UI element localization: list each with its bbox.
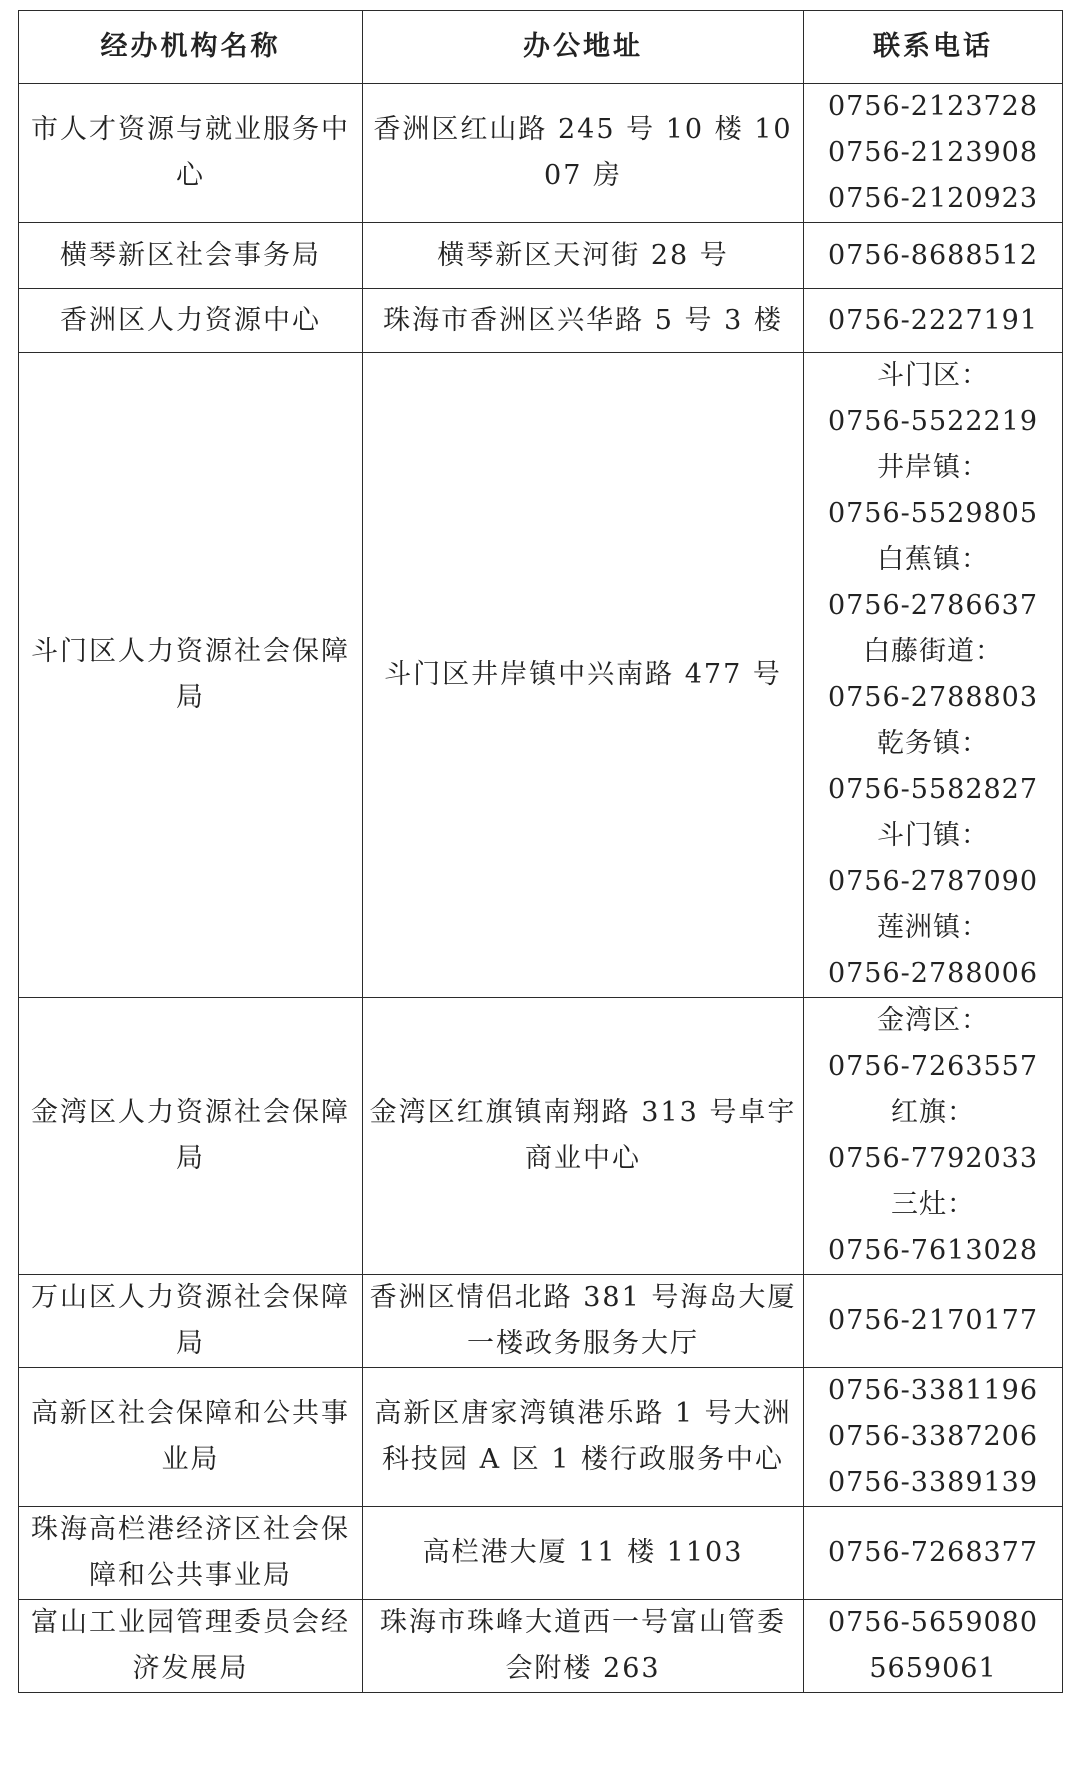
table-row [19, 1275, 1063, 1368]
contact-phone-cell [804, 84, 1063, 223]
office-address: 香洲区情侣北路 381 号海岛大厦一楼政务服务大厅 [369, 1282, 797, 1359]
agency-name-cell [19, 1600, 363, 1693]
contact-phone-cell [804, 353, 1063, 998]
table-row [19, 1507, 1063, 1600]
table-body [19, 84, 1063, 1693]
agency-name-cell [19, 353, 363, 998]
agency-name-cell [19, 1275, 363, 1368]
phone-area-label: 斗门镇： [877, 820, 989, 851]
phone-number: 0756-2788803 [827, 682, 1039, 713]
agency-name-cell [19, 998, 363, 1275]
office-address-cell [363, 353, 804, 998]
agency-name-cell [19, 289, 363, 353]
phone-number: 0756-7792033 [827, 1143, 1039, 1174]
agency-name: 斗门区人力资源社会保障局 [31, 636, 350, 713]
phone-number: 0756-3381196 [827, 1375, 1039, 1406]
office-address: 香洲区红山路 245 号 10 楼 1007 房 [373, 114, 793, 191]
agency-name: 万山区人力资源社会保障局 [31, 1282, 350, 1359]
table-header [19, 11, 1063, 84]
table-row [19, 1600, 1063, 1693]
header-contact-phone: 联系电话 [804, 11, 1063, 84]
phone-number: 0756-5582827 [827, 774, 1039, 805]
office-address: 高新区唐家湾镇港乐路 1 号大洲科技园 A 区 1 楼行政服务中心 [374, 1398, 792, 1475]
phone-area-label: 井岸镇： [877, 452, 989, 483]
agency-name: 横琴新区社会事务局 [60, 239, 321, 271]
phone-area-label: 白藤街道： [863, 636, 1003, 667]
contact-phone-cell [804, 998, 1063, 1275]
phone-number: 0756-5529805 [827, 498, 1039, 529]
contact-phone-cell [804, 1507, 1063, 1600]
phone-number: 0756-3389139 [827, 1467, 1039, 1498]
agency-name: 香洲区人力资源中心 [60, 304, 321, 336]
office-address-cell [363, 1507, 804, 1600]
phone-number: 0756-2787090 [827, 866, 1039, 897]
phone-number: 0756-2123728 [827, 91, 1039, 122]
office-address: 珠海市珠峰大道西一号富山管委会附楼 263 [380, 1607, 786, 1684]
agency-name-cell [19, 84, 363, 223]
agency-name-cell [19, 223, 363, 289]
agency-name: 市人才资源与就业服务中心 [31, 114, 350, 191]
phone-area-label: 金湾区： [877, 1005, 989, 1036]
office-address: 横琴新区天河街 28 号 [437, 239, 729, 271]
phone-number: 0756-7268377 [827, 1537, 1039, 1568]
phone-number: 0756-2170177 [827, 1305, 1039, 1336]
contact-phone-cell [804, 1275, 1063, 1368]
agency-name-cell [19, 1368, 363, 1507]
phone-number: 0756-7263557 [827, 1051, 1039, 1082]
office-address: 斗门区井岸镇中兴南路 477 号 [384, 659, 782, 690]
phone-number: 0756-2227191 [827, 304, 1039, 336]
table-row [19, 1368, 1063, 1507]
agency-name: 珠海高栏港经济区社会保障和公共事业局 [31, 1514, 350, 1591]
office-address-cell [363, 223, 804, 289]
office-address-cell [363, 1368, 804, 1507]
phone-area-label: 红旗： [891, 1097, 975, 1128]
phone-number: 5659061 [869, 1653, 997, 1684]
office-address: 珠海市香洲区兴华路 5 号 3 楼 [383, 304, 783, 336]
table-row [19, 353, 1063, 998]
phone-area-label: 斗门区： [877, 360, 989, 391]
header-office-address: 办公地址 [363, 11, 804, 84]
agency-contact-table-container [18, 10, 1062, 1693]
phone-number: 0756-3387206 [827, 1421, 1039, 1452]
office-address: 金湾区红旗镇南翔路 313 号卓宇商业中心 [369, 1097, 797, 1174]
phone-number: 0756-5522219 [827, 406, 1039, 437]
table-row [19, 223, 1063, 289]
table-row [19, 84, 1063, 223]
contact-phone-cell [804, 289, 1063, 353]
phone-number: 0756-5659080 [827, 1607, 1039, 1638]
office-address: 高栏港大厦 11 楼 1103 [422, 1537, 744, 1568]
table-row [19, 289, 1063, 353]
agency-contact-table [18, 10, 1063, 1693]
agency-name: 金湾区人力资源社会保障局 [31, 1097, 350, 1174]
phone-area-label: 三灶： [891, 1189, 975, 1220]
table-row [19, 998, 1063, 1275]
contact-phone-cell [804, 1600, 1063, 1693]
phone-area-label: 白蕉镇： [877, 544, 989, 575]
contact-phone-cell [804, 1368, 1063, 1507]
header-row [19, 11, 1063, 84]
office-address-cell [363, 289, 804, 353]
phone-number: 0756-7613028 [827, 1235, 1039, 1266]
phone-area-label: 乾务镇： [877, 728, 989, 759]
header-agency-name: 经办机构名称 [19, 11, 363, 84]
phone-number: 0756-2120923 [827, 183, 1039, 214]
contact-phone-cell [804, 223, 1063, 289]
phone-area-label: 莲洲镇： [877, 912, 989, 943]
office-address-cell [363, 84, 804, 223]
office-address-cell [363, 1275, 804, 1368]
agency-name: 高新区社会保障和公共事业局 [31, 1398, 350, 1475]
office-address-cell [363, 1600, 804, 1693]
phone-number: 0756-2123908 [827, 137, 1039, 168]
phone-number: 0756-8688512 [827, 239, 1039, 271]
phone-number: 0756-2786637 [827, 590, 1039, 621]
office-address-cell [363, 998, 804, 1275]
agency-name-cell [19, 1507, 363, 1600]
agency-name: 富山工业园管理委员会经济发展局 [31, 1607, 350, 1684]
phone-number: 0756-2788006 [827, 958, 1039, 989]
